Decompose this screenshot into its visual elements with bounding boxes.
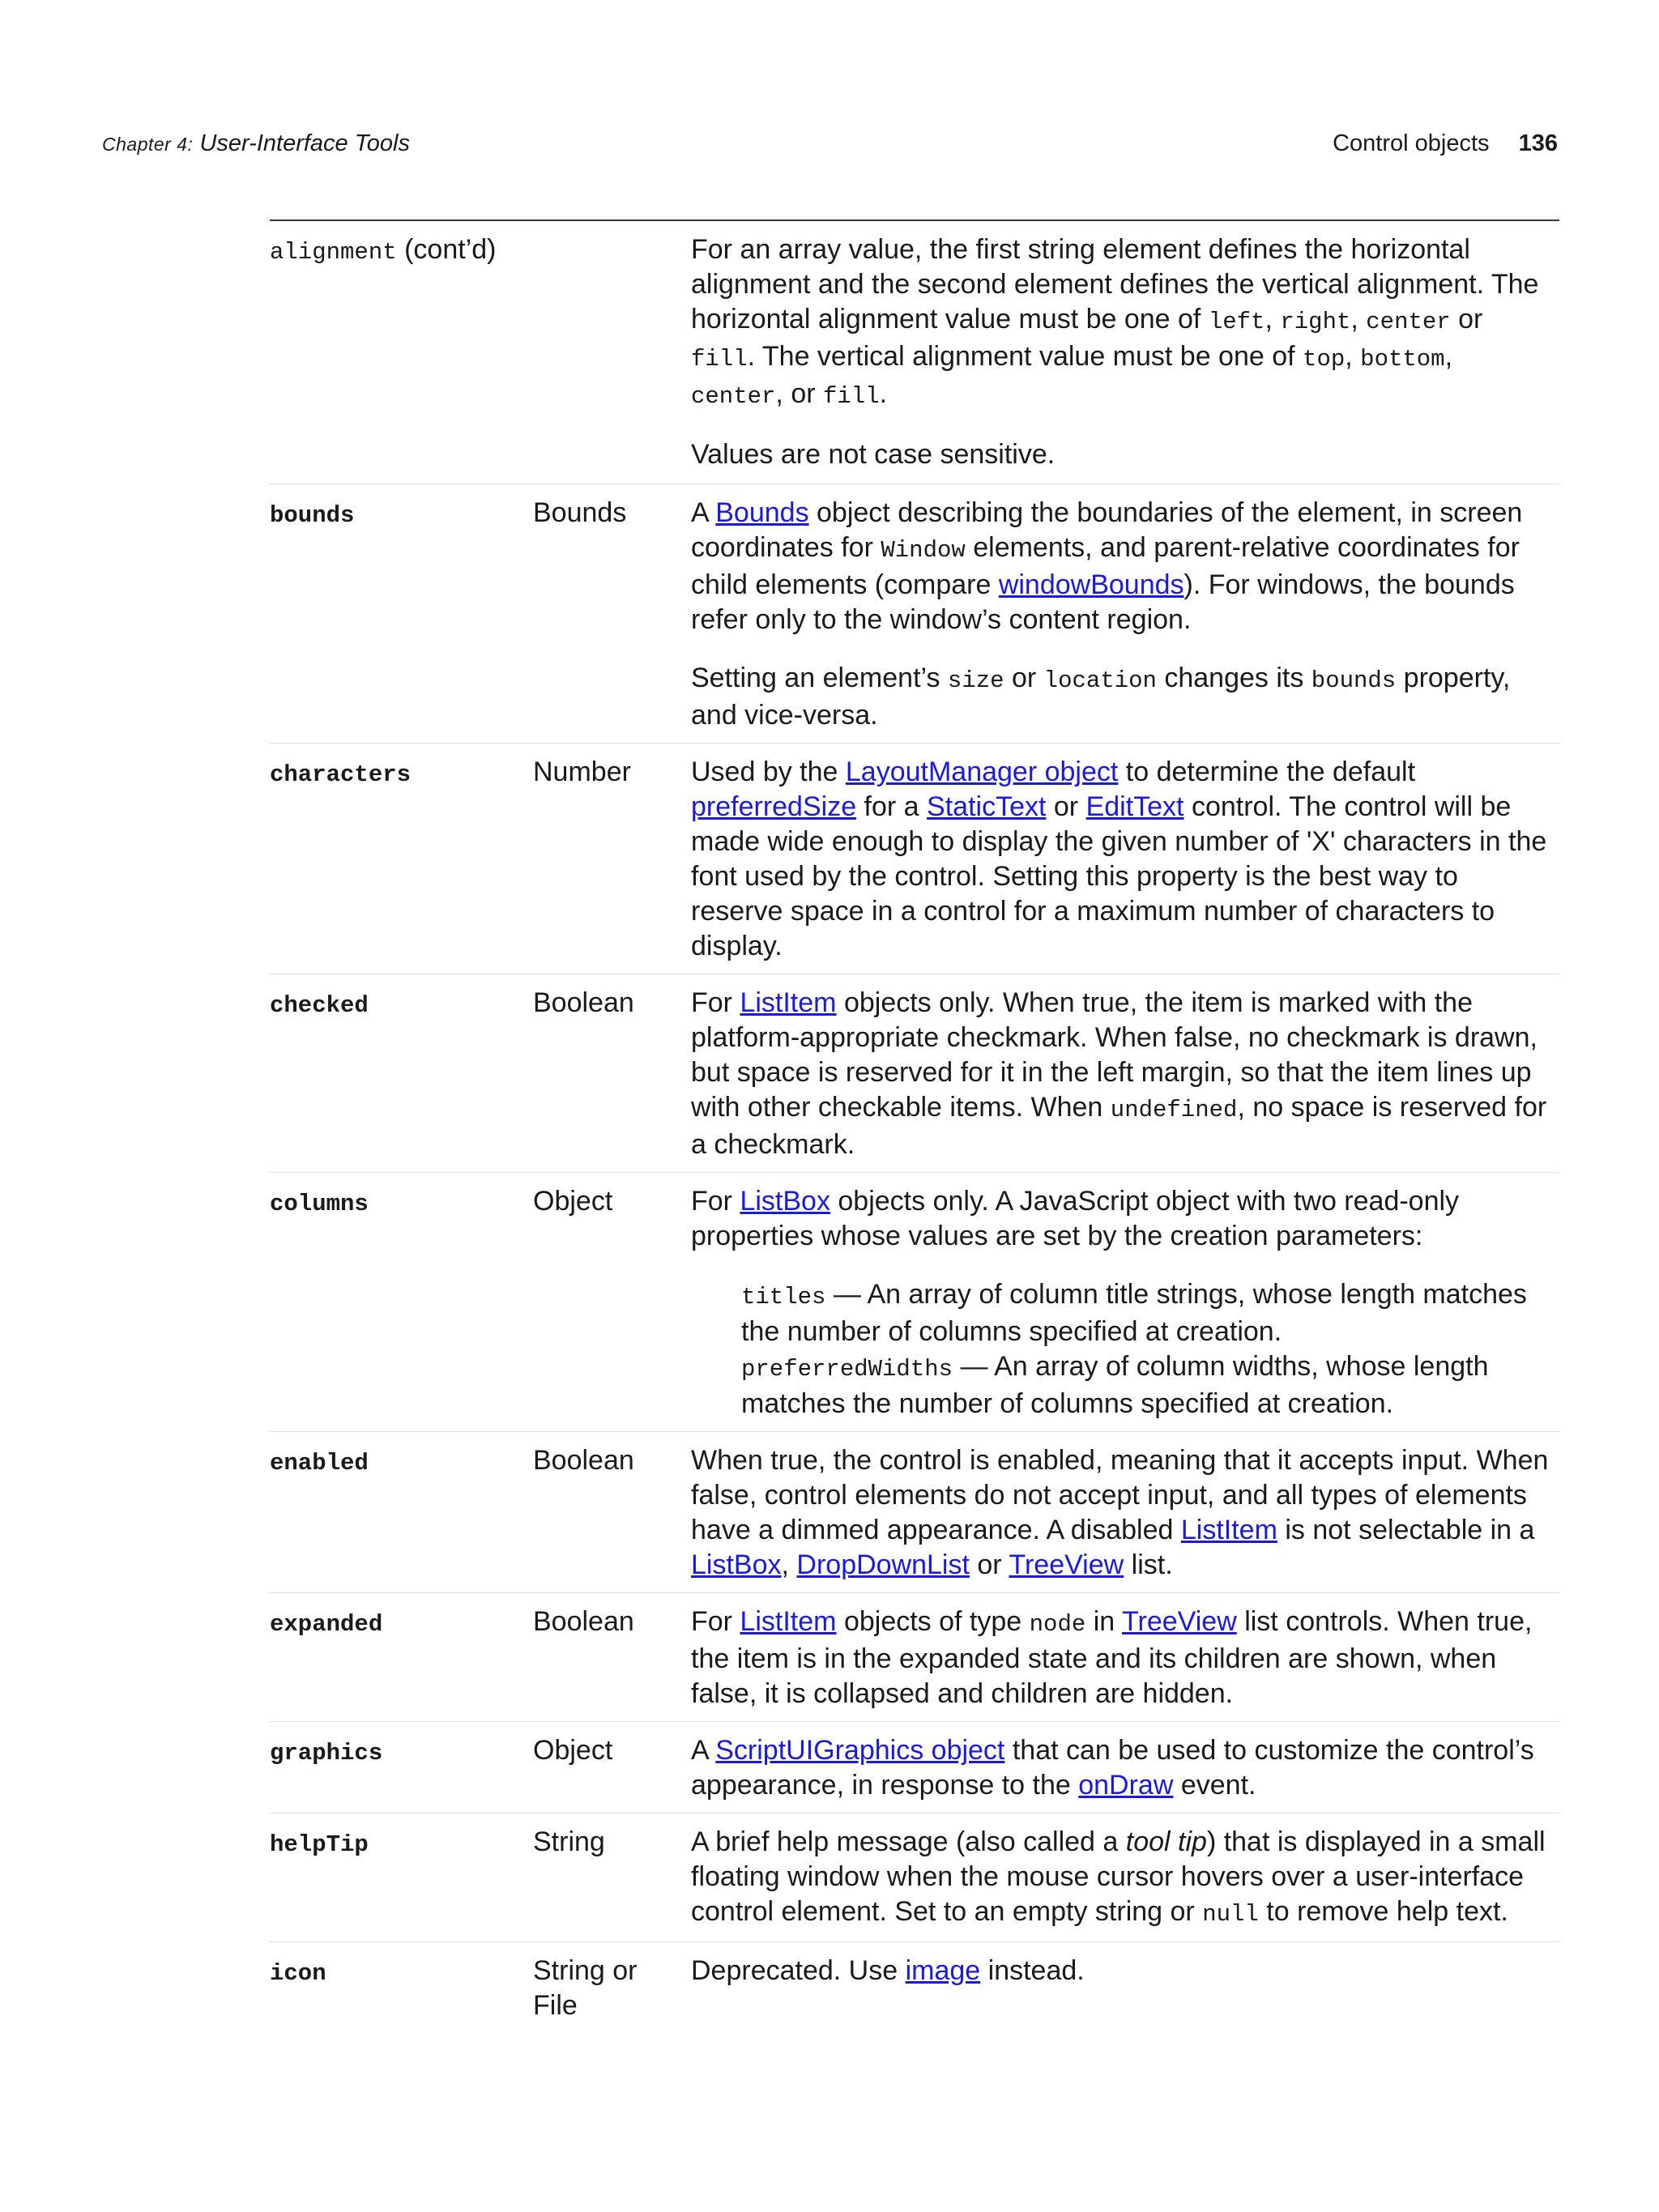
property-name-cell xyxy=(270,1184,529,1221)
description-cell xyxy=(691,986,1550,1162)
description-cell xyxy=(691,1733,1550,1803)
table-row xyxy=(270,1432,1559,1593)
description-cell xyxy=(691,1605,1550,1711)
property-type: Object xyxy=(533,1735,613,1766)
property-name: alignment xyxy=(270,239,397,266)
image-link[interactable]: image xyxy=(905,1955,981,1986)
continued-label: (cont’d) xyxy=(404,234,497,265)
scriptuigraphics-link[interactable]: ScriptUIGraphics object xyxy=(715,1735,1005,1766)
description-cell xyxy=(691,496,1550,733)
property-name-cell xyxy=(270,232,529,270)
property-name: helpTip xyxy=(270,1831,369,1858)
statictext-link[interactable]: StaticText xyxy=(927,791,1047,822)
description-cell xyxy=(691,1184,1550,1421)
description-cell xyxy=(691,755,1550,964)
edittext-link[interactable]: EditText xyxy=(1085,791,1184,822)
description-paragraph: Used by the LayoutManager object to determine the default preferredSize for a StaticText or EditText control. The control will be made wide enough to display the given number of 'X' characters in the font used by the control. Setting this property is the best way to reserve space in a control for a maximum number of characters to display. xyxy=(691,757,1547,961)
dropdownlist-link[interactable]: DropDownList xyxy=(796,1549,970,1580)
property-table xyxy=(270,219,1559,2033)
property-name: characters xyxy=(270,761,412,788)
property-name-cell xyxy=(270,496,529,533)
chapter-heading xyxy=(102,126,410,162)
description-paragraph: A brief help message (also called a tool tip) that is displayed in a small floating window when the mouse cursor hovers over a user-interface control element. Set to an empty string or null to remove help text. xyxy=(691,1826,1546,1928)
chapter-title: User-Interface Tools xyxy=(199,130,410,156)
table-row xyxy=(270,1942,1559,2033)
layoutmanager-link[interactable]: LayoutManager object xyxy=(845,757,1119,787)
description-paragraph: Values are not case sensitive. xyxy=(691,439,1056,470)
description-cell xyxy=(691,1443,1550,1583)
description-cell xyxy=(691,1954,1550,1988)
sub-item: titles — An array of column title strings, whose length matches the number of columns specified at creation. xyxy=(741,1279,1527,1347)
description-paragraph: A Bounds object describing the boundaries of the element, in screen coordinates for Window elements, and parent-relative coordinates for child elements (compare windowBounds). For windows, the bounds refer only to the window’s content region. xyxy=(691,497,1523,635)
property-name: expanded xyxy=(270,1611,383,1638)
property-type: Object xyxy=(533,1186,613,1217)
property-name: bounds xyxy=(270,502,355,529)
table-row xyxy=(270,484,1559,744)
listitem-link[interactable]: ListItem xyxy=(1180,1515,1277,1545)
property-type: Number xyxy=(533,757,631,787)
description-paragraph: For ListItem objects only. When true, the item is marked with the platform-appropriate checkmark. When false, no checkmark is drawn, but space is reserved for it in the left margin, so that the item lines up with other checkable items. When undefined, no space is reserved for a checkmark. xyxy=(691,987,1547,1160)
description-cell xyxy=(691,232,1550,472)
property-name: checked xyxy=(270,992,369,1019)
listbox-link[interactable]: ListBox xyxy=(740,1186,830,1217)
property-type: String or File xyxy=(533,1955,638,2021)
bounds-link[interactable]: Bounds xyxy=(715,497,809,528)
property-name-cell xyxy=(270,986,529,1023)
description-cell xyxy=(691,1825,1550,1932)
treeview-link[interactable]: TreeView xyxy=(1009,1549,1124,1580)
table-row xyxy=(270,1593,1559,1722)
property-type: Boolean xyxy=(533,987,634,1018)
description-paragraph: For ListBox objects only. A JavaScript object with two read-only properties whose values are set by the creation parameters: xyxy=(691,1186,1460,1251)
listbox-link[interactable]: ListBox xyxy=(691,1549,782,1580)
page-number: 136 xyxy=(1518,130,1558,156)
property-name-cell xyxy=(270,1954,529,1991)
treeview-link[interactable]: TreeView xyxy=(1122,1606,1237,1637)
description-paragraph: Setting an element’s size or location changes its bounds property, and vice-versa. xyxy=(691,663,1511,731)
property-name-cell xyxy=(270,1733,529,1771)
property-name-cell xyxy=(270,1825,529,1862)
description-paragraph: Deprecated. Use image instead. xyxy=(691,1955,1085,1986)
property-name-cell xyxy=(270,755,529,792)
sub-item: preferredWidths — An array of column widths, whose length matches the number of columns specified at creation. xyxy=(741,1351,1489,1419)
listitem-link[interactable]: ListItem xyxy=(740,1606,837,1637)
listitem-link[interactable]: ListItem xyxy=(740,987,837,1018)
section-title: Control objects xyxy=(1333,130,1490,156)
table-row xyxy=(270,974,1559,1173)
preferredsize-link[interactable]: preferredSize xyxy=(691,791,857,822)
description-paragraph: For ListItem objects of type node in TreeView list controls. When true, the item is in the expanded state and its children are shown, when false, it is collapsed and children are hidden. xyxy=(691,1606,1533,1709)
ondraw-link[interactable]: onDraw xyxy=(1078,1770,1174,1801)
property-name: graphics xyxy=(270,1740,383,1767)
description-paragraph: For an array value, the first string element defines the horizontal alignment and the second element defines the vertical alignment. The horizontal alignment value must be one of left, right, center or fill. The vertical alignment value must be one of top, bottom, center, or fill. xyxy=(691,234,1539,410)
description-paragraph: When true, the control is enabled, meaning that it accepts input. When false, control elements do not accept input, and all types of elements have a dimmed appearance. A disabled ListItem is not selectable in a ListBox, DropDownList or TreeView list. xyxy=(691,1445,1549,1580)
property-name: enabled xyxy=(270,1450,369,1477)
table-row xyxy=(270,1173,1559,1432)
property-name-cell xyxy=(270,1443,529,1481)
property-name: icon xyxy=(270,1960,326,1987)
table-row xyxy=(270,1722,1559,1813)
table-row xyxy=(270,221,1559,484)
property-name-cell xyxy=(270,1605,529,1642)
page-header xyxy=(102,126,1558,161)
property-type: Boolean xyxy=(533,1606,634,1637)
table-row xyxy=(270,744,1559,974)
section-heading xyxy=(1333,126,1558,161)
table-row xyxy=(270,1813,1559,1942)
property-type: String xyxy=(533,1826,605,1857)
chapter-label: Chapter 4: xyxy=(102,134,194,155)
property-type: Bounds xyxy=(533,497,627,528)
property-type: Boolean xyxy=(533,1445,634,1476)
property-name: columns xyxy=(270,1191,369,1217)
windowbounds-link[interactable]: windowBounds xyxy=(998,569,1184,600)
description-paragraph: A ScriptUIGraphics object that can be used to customize the control’s appearance, in response to the onDraw event. xyxy=(691,1735,1534,1801)
